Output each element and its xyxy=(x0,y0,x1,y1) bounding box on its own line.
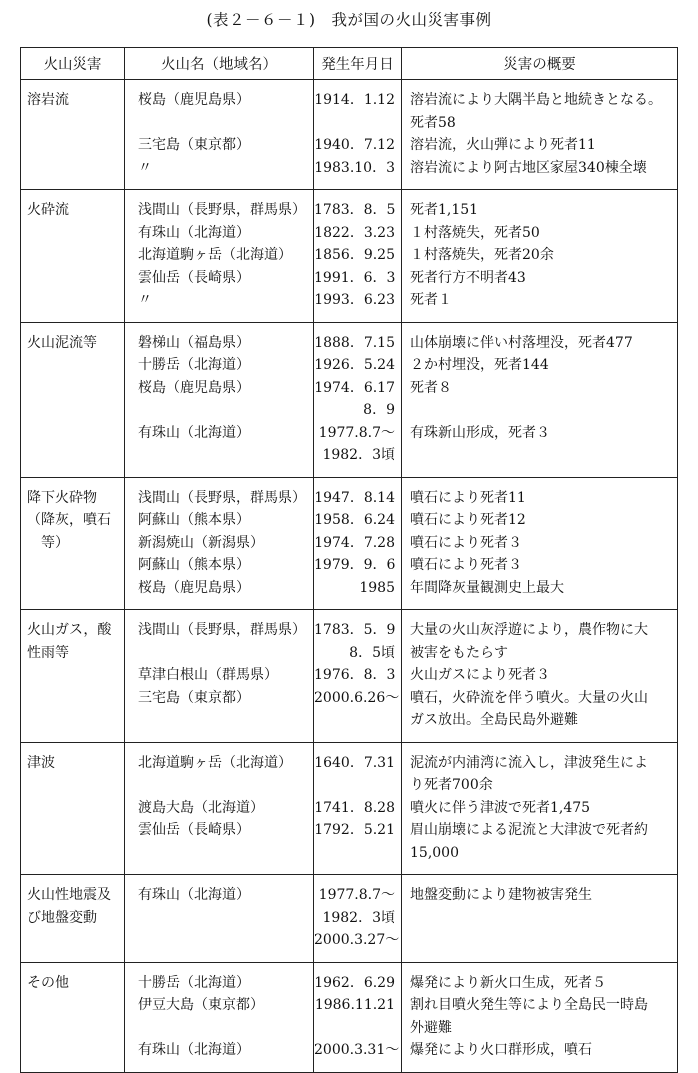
volcano-name: 雲仙岳（長崎県） xyxy=(138,822,250,838)
volcano-name xyxy=(125,774,313,797)
volcano-name: 浅間山（長野県，群馬県） xyxy=(138,489,306,506)
disaster-summary: 噴火に伴う津波で死者1,475 xyxy=(410,799,591,816)
volcano-name: 磐梯山（福島県） xyxy=(138,334,250,351)
volcano-name xyxy=(125,444,313,467)
volcano-name: 〃 xyxy=(138,292,152,308)
disaster-summary: 泥流が内浦湾に流入し，津波発生によ xyxy=(410,754,648,771)
volcano-name: 十勝岳（北海道） xyxy=(138,357,250,373)
volcano-name xyxy=(125,709,313,732)
table-row xyxy=(21,322,678,477)
event-date: 8．5頃 xyxy=(349,644,395,661)
date-cell xyxy=(314,875,402,963)
volcano-name xyxy=(125,929,313,952)
disaster-summary: 被害をもたらす xyxy=(410,644,508,661)
summary-cell xyxy=(402,962,678,1072)
event-date: 1991．6．3 xyxy=(314,269,396,286)
volcano-name xyxy=(125,842,313,865)
volcano-name xyxy=(125,1017,313,1040)
disaster-summary: １村落焼失，死者50 xyxy=(410,224,540,241)
volcano-name-cell xyxy=(125,190,314,323)
date-cell xyxy=(314,477,402,610)
disaster-summary: 15,000 xyxy=(410,844,459,861)
disaster-type-cell xyxy=(21,80,125,190)
disaster-summary: り死者700余 xyxy=(410,777,493,793)
disaster-summary: 山体崩壊に伴い村落埋没，死者477 xyxy=(410,334,633,351)
table-body xyxy=(21,80,678,1073)
event-date: 2000.6.26～ xyxy=(314,689,400,706)
disaster-type-label: 火山性地震及 xyxy=(27,887,111,903)
summary-cell xyxy=(402,742,678,875)
disaster-summary: ガス放出。全島民島外避難 xyxy=(410,712,578,728)
disaster-summary: 大量の火山灰浮遊により，農作物に大 xyxy=(410,622,648,638)
volcano-name-cell xyxy=(125,962,314,1072)
disaster-summary: 割れ目噴火発生等により全島民一時島 xyxy=(410,997,648,1013)
volcano-name: 雲仙岳（長崎県） xyxy=(138,269,250,286)
table-row xyxy=(21,80,678,190)
event-date: 1783．5．9 xyxy=(314,622,396,638)
disaster-type-label: 火山ガス，酸 xyxy=(27,622,112,638)
volcano-name-cell xyxy=(125,477,314,610)
volcano-name: 三宅島（東京都） xyxy=(138,689,250,706)
disaster-summary: 溶岩流により大隅半島と地続きとなる。 xyxy=(410,92,662,108)
event-date: 1940．7.12 xyxy=(314,137,395,153)
disaster-type-label: 津波 xyxy=(27,754,55,771)
volcano-name: 三宅島（東京都） xyxy=(138,137,250,153)
event-date: 8．9 xyxy=(363,402,395,418)
header-volcano-name: 火山名（地域名） xyxy=(125,48,314,80)
event-date: 1974．6.17 xyxy=(314,379,395,396)
date-cell xyxy=(314,610,402,743)
event-date: 1640．7.31 xyxy=(314,754,395,771)
disaster-summary: 噴石により死者11 xyxy=(410,489,526,506)
disaster-summary: 死者58 xyxy=(410,114,456,131)
volcano-name xyxy=(125,399,313,422)
volcano-name: 〃 xyxy=(138,159,152,176)
volcano-name: 桜島（鹿児島県） xyxy=(138,92,250,108)
disaster-summary: １村落焼失，死者20余 xyxy=(410,247,554,263)
disaster-summary: ２か村埋没，死者144 xyxy=(410,357,549,373)
summary-cell xyxy=(402,477,678,610)
event-date: 1856．9.25 xyxy=(314,247,395,263)
event-date xyxy=(314,112,401,135)
table-row xyxy=(21,190,678,323)
disaster-summary: 噴石により死者12 xyxy=(410,512,526,528)
event-date xyxy=(314,709,401,732)
volcano-name: 北海道駒ヶ岳（北海道） xyxy=(138,247,292,263)
disaster-type-cell xyxy=(21,742,125,875)
event-date: 1982．3頃 xyxy=(322,447,395,463)
disaster-type-cell xyxy=(21,322,125,477)
disaster-summary xyxy=(402,444,677,467)
volcano-name xyxy=(125,642,313,665)
volcano-name: 阿蘇山（熊本県） xyxy=(138,557,250,573)
volcano-name: 有珠山（北海道） xyxy=(138,224,250,241)
event-date: 2000.3.31～ xyxy=(314,1042,400,1058)
disaster-type-label: 等） xyxy=(41,534,69,551)
event-date: 1914．1.12 xyxy=(314,92,395,108)
event-date: 1979．9．6 xyxy=(314,557,396,573)
volcano-name: 有珠山（北海道） xyxy=(138,1042,250,1058)
event-date: 1976．8．3 xyxy=(314,667,396,683)
disaster-summary xyxy=(402,907,677,930)
event-date xyxy=(314,1017,401,1040)
event-date: 2000.3.27～ xyxy=(314,932,400,948)
table-row xyxy=(21,962,678,1072)
disaster-summary: 噴石により死者３ xyxy=(410,534,522,551)
volcano-name: 浅間山（長野県，群馬県） xyxy=(138,622,306,638)
event-date: 1947．8.14 xyxy=(314,489,395,506)
event-date xyxy=(314,842,401,865)
summary-cell xyxy=(402,875,678,963)
volcano-name: 伊豆大島（東京都） xyxy=(138,997,264,1013)
volcano-name-cell xyxy=(125,80,314,190)
disaster-type-cell xyxy=(21,190,125,323)
disaster-summary: 噴石，火砕流を伴う噴火。大量の火山 xyxy=(410,689,648,706)
volcano-name xyxy=(125,112,313,135)
disaster-summary xyxy=(402,929,677,952)
disaster-type-cell xyxy=(21,875,125,963)
volcano-name: 桜島（鹿児島県） xyxy=(138,579,250,596)
disaster-type-label: 火砕流 xyxy=(27,202,69,218)
disaster-summary: 死者行方不明者43 xyxy=(410,269,526,286)
volcano-name: 草津白根山（群馬県） xyxy=(138,667,278,683)
disaster-type-label: 性雨等 xyxy=(27,644,69,661)
event-date: 1982．3頃 xyxy=(322,909,395,926)
event-date: 1741．8.28 xyxy=(314,799,395,816)
volcano-name: 有珠山（北海道） xyxy=(138,424,250,441)
date-cell xyxy=(314,962,402,1072)
volcano-name: 十勝岳（北海道） xyxy=(138,974,250,991)
event-date: 1962．6.29 xyxy=(314,974,395,991)
volcano-name: 北海道駒ヶ岳（北海道） xyxy=(138,754,292,771)
event-date: 1983.10．3 xyxy=(314,159,395,176)
volcano-name-cell xyxy=(125,742,314,875)
event-date: 1977.8.7～ xyxy=(318,424,395,441)
disaster-type-label: 溶岩流 xyxy=(27,92,69,108)
event-date: 1985 xyxy=(359,579,395,596)
disaster-summary: 溶岩流，火山弾により死者11 xyxy=(410,137,596,153)
header-date: 発生年月日 xyxy=(314,48,402,80)
summary-cell xyxy=(402,610,678,743)
disaster-summary: 外避難 xyxy=(410,1019,452,1036)
event-date: 1888．7.15 xyxy=(314,334,395,351)
disaster-summary: 死者１ xyxy=(410,292,452,308)
header-row xyxy=(21,48,678,80)
disaster-summary: 爆発により火口群形成，噴石 xyxy=(410,1042,592,1058)
event-date: 1783．8．5 xyxy=(314,202,396,218)
event-date: 1986.11.21 xyxy=(314,997,395,1013)
volcano-name: 渡島大島（北海道） xyxy=(138,799,264,816)
volcano-name: 阿蘇山（熊本県） xyxy=(138,512,250,528)
disaster-summary: 眉山崩壊による泥流と大津波で死者約 xyxy=(410,822,648,838)
disaster-type-label: 火山泥流等 xyxy=(27,334,97,351)
disaster-summary: 爆発により新火口生成，死者５ xyxy=(410,974,606,991)
disaster-type-label: その他 xyxy=(27,974,69,991)
event-date: 1792．5.21 xyxy=(314,822,395,838)
disaster-summary: 噴石により死者３ xyxy=(410,557,522,573)
disaster-type-label: （降灰，噴石 xyxy=(27,512,111,528)
volcano-name: 有珠山（北海道） xyxy=(138,887,250,903)
volcanic-disaster-table xyxy=(20,47,678,1073)
table-row xyxy=(21,610,678,743)
disaster-type-label: 降下火砕物 xyxy=(27,489,97,506)
event-date: 1977.8.7～ xyxy=(318,887,395,903)
date-cell xyxy=(314,190,402,323)
disaster-summary xyxy=(402,399,677,422)
table-title: (表２－６－１) 我が国の火山災害事例 xyxy=(206,11,492,29)
table-row xyxy=(21,477,678,610)
date-cell xyxy=(314,742,402,875)
disaster-type-label: び地盤変動 xyxy=(27,909,97,926)
volcano-name-cell xyxy=(125,875,314,963)
table-row xyxy=(21,875,678,963)
disaster-summary: 死者1,151 xyxy=(410,202,479,218)
disaster-summary: 死者８ xyxy=(410,379,452,396)
disaster-type-cell xyxy=(21,477,125,610)
summary-cell xyxy=(402,80,678,190)
header-disaster-type: 火山災害 xyxy=(21,48,125,80)
header-summary: 災害の概要 xyxy=(402,48,678,80)
event-date: 1974．7.28 xyxy=(314,534,395,551)
disaster-summary: 溶岩流により阿古地区家屋340棟全壊 xyxy=(410,159,647,176)
volcano-name: 浅間山（長野県，群馬県） xyxy=(138,202,306,218)
summary-cell xyxy=(402,190,678,323)
volcano-name: 新潟焼山（新潟県） xyxy=(138,534,264,551)
volcano-name-cell xyxy=(125,610,314,743)
disaster-type-cell xyxy=(21,962,125,1072)
table-row xyxy=(21,742,678,875)
date-cell xyxy=(314,322,402,477)
volcano-name xyxy=(125,907,313,930)
disaster-summary: 地盤変動により建物被害発生 xyxy=(410,887,592,903)
event-date: 1822．3.23 xyxy=(314,224,395,241)
disaster-summary: 火山ガスにより死者３ xyxy=(410,667,550,683)
volcano-name-cell xyxy=(125,322,314,477)
summary-cell xyxy=(402,322,678,477)
event-date: 1926．5.24 xyxy=(314,357,395,373)
volcano-name: 桜島（鹿児島県） xyxy=(138,379,250,396)
disaster-summary: 有珠新山形成，死者３ xyxy=(410,424,550,441)
disaster-summary: 年間降灰量観測史上最大 xyxy=(410,579,564,596)
date-cell xyxy=(314,80,402,190)
event-date xyxy=(314,774,401,797)
event-date: 1993．6.23 xyxy=(314,292,395,308)
event-date: 1958．6.24 xyxy=(314,512,395,528)
disaster-type-cell xyxy=(21,610,125,743)
